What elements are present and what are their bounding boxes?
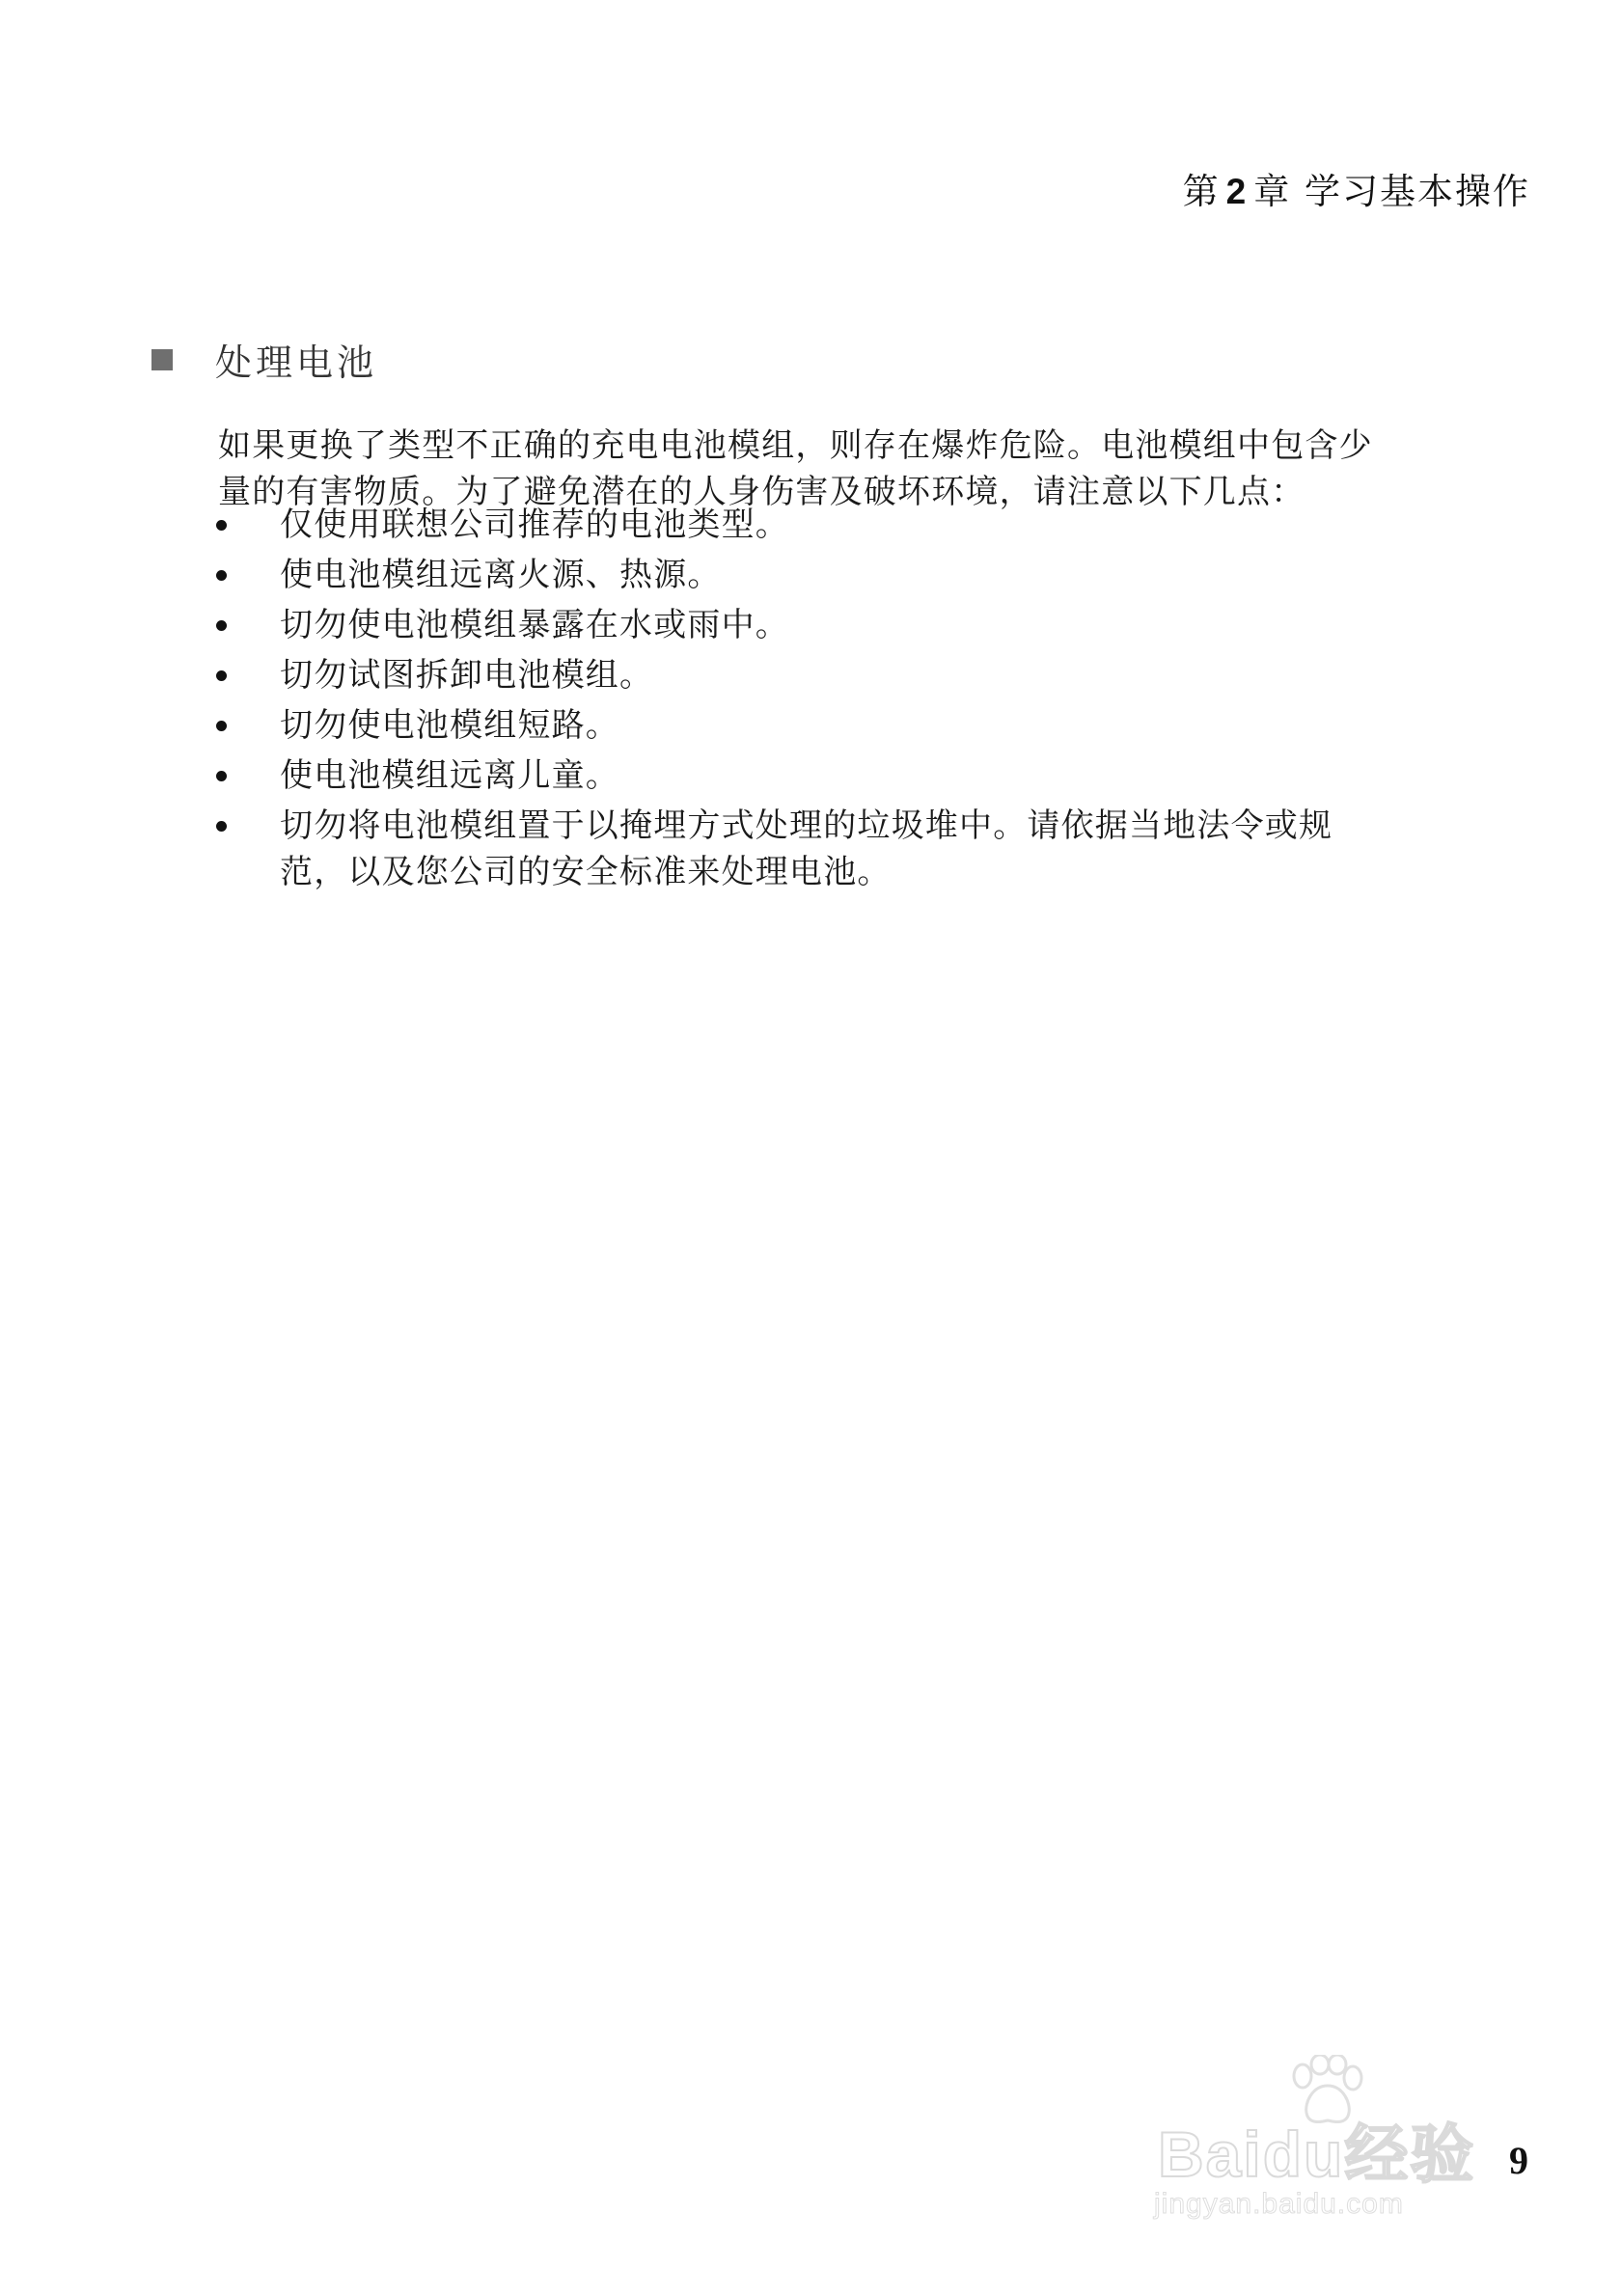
list-item-text: 仅使用联想公司推荐的电池类型。 [280,506,789,544]
list-item-text: 使电池模组远离儿童。 [280,756,619,795]
chapter-title: 章 学习基本操作 [1253,171,1530,212]
list-item [214,702,1536,749]
list-item [214,552,1536,598]
chapter-header [1183,162,1530,214]
list-item-text: 范，以及您公司的安全标准来处理电池。 [280,853,892,891]
section-title: 处理电池 [215,342,378,384]
section-heading [151,333,377,386]
watermark-logo-text: Baidu经验 [1158,2118,1476,2190]
list-item [214,652,1536,698]
filled-square-icon [151,349,173,370]
list-item-text: 切勿将电池模组置于以掩埋方式处理的垃圾堆中。请依据当地法令或规 [280,806,1333,845]
list-item-text: 使电池模组远离火源、热源。 [280,556,722,594]
watermark-url: jingyan.baidu.com [1154,2188,1404,2220]
list-item-text: 切勿使电池模组暴露在水或雨中。 [280,606,789,644]
intro-line: 量的有害物质。为了避免潜在的人身伤害及破坏环境，请注意以下几点： [218,473,1305,511]
bullet-dot-icon [216,721,227,731]
list-item-text: 切勿试图拆卸电池模组。 [280,656,654,695]
bullet-dot-icon [216,520,227,531]
intro-line: 如果更换了类型不正确的充电电池模组，则存在爆炸危险。电池模组中包含少 [218,426,1373,465]
page-number: 9 [1509,2139,1528,2182]
list-item [214,752,1536,799]
bullet-dot-icon [216,771,227,781]
list-item [214,502,1536,548]
bullet-dot-icon [216,620,227,631]
chapter-number: 2 [1225,172,1249,211]
bullet-dot-icon [216,670,227,681]
bullet-list [214,502,1536,899]
list-item [214,602,1536,648]
bullet-dot-icon [216,821,227,832]
list-item-text: 切勿使电池模组短路。 [280,706,619,745]
list-item [214,803,1536,895]
bullet-dot-icon [216,570,227,581]
chapter-prefix: 第 [1182,171,1221,212]
